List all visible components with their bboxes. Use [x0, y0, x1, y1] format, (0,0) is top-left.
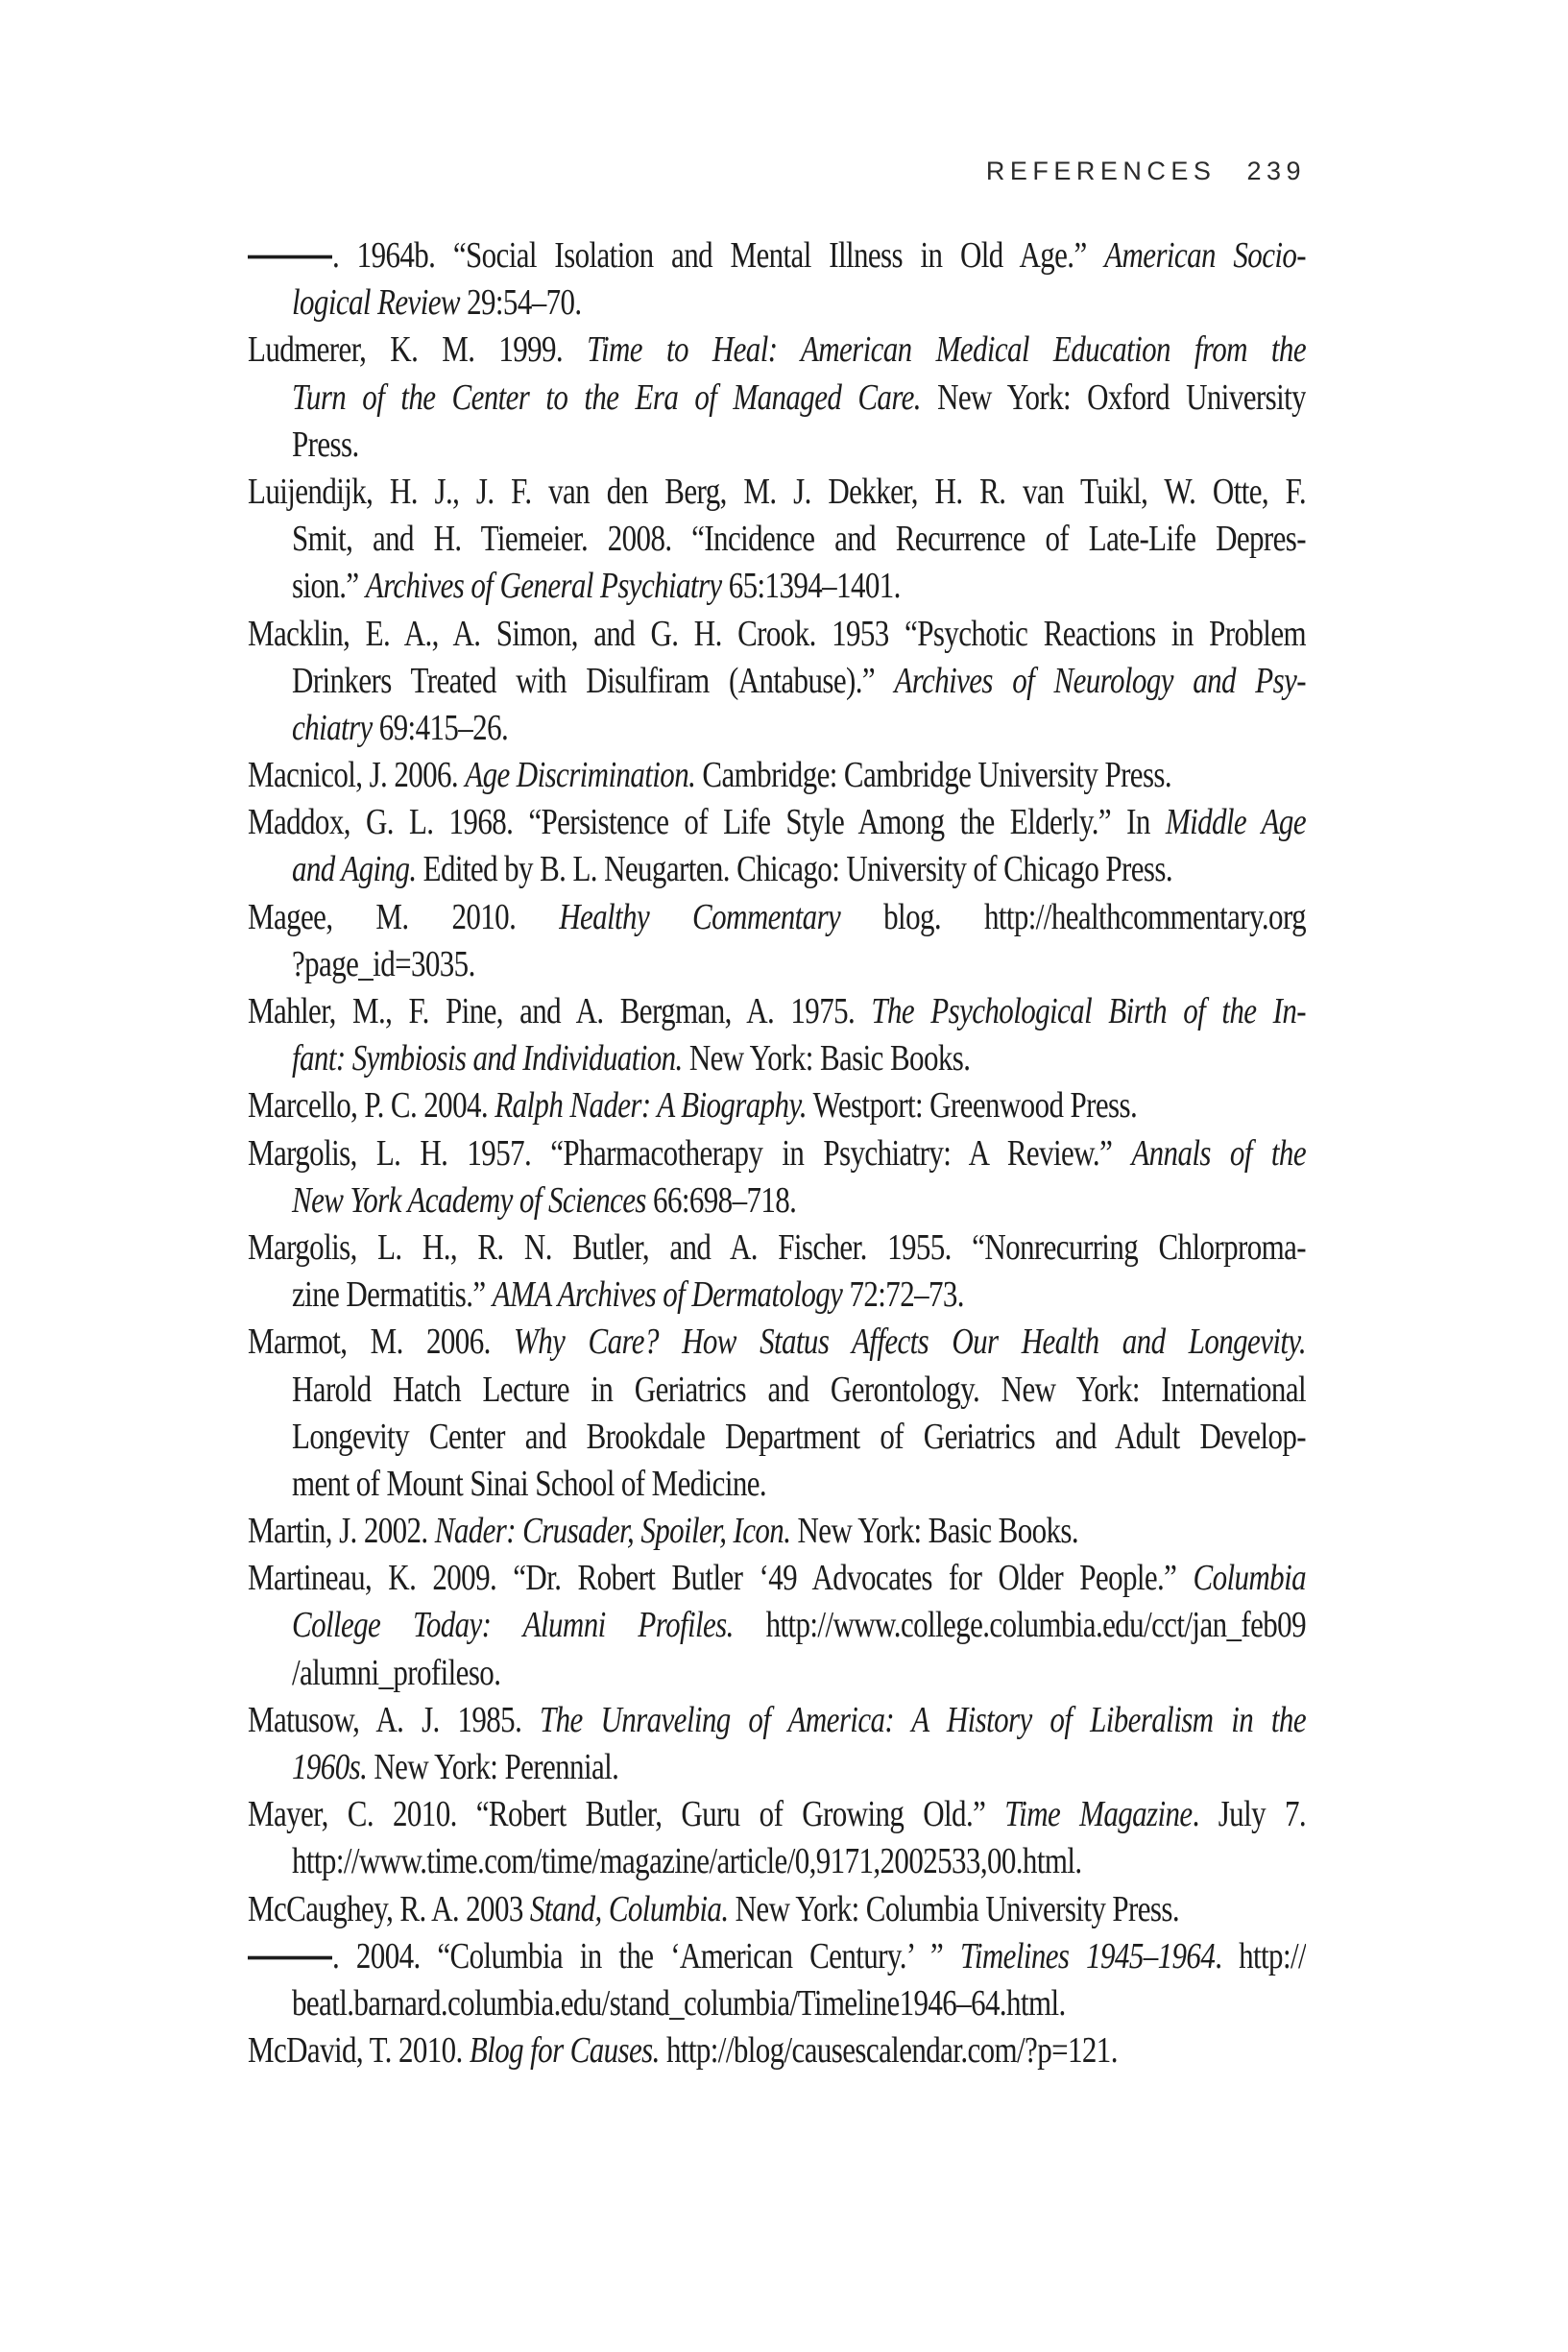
reference-text: New York: Basic Books. [682, 1036, 971, 1079]
reference-text: Marmot, M. 2006. [248, 1321, 514, 1362]
reference-text-italic: Time Magazine [1004, 1792, 1193, 1834]
author-repeat-dash [248, 1955, 332, 1959]
reference-text: 65:1394–1401. [721, 565, 901, 606]
reference-text-italic: Archives of Neurology and Psy- [894, 659, 1306, 701]
reference-text-italic: Timelines 1945–1964 [959, 1934, 1216, 1976]
reference-text: Macnicol, J. 2006. [248, 753, 466, 795]
reference-text-italic: Columbia [1193, 1556, 1306, 1598]
reference-text: New York: Columbia University Press. [728, 1887, 1179, 1929]
reference-text: Press. [292, 423, 359, 465]
reference-text: Macklin, E. A., A. Simon, and G. H. Crook. 1953 “Psychotic Reactions in Problem [248, 612, 1306, 653]
reference-text: Martineau, K. 2009. “Dr. Robert Butler ‘49 Advocates for Older People.” [248, 1556, 1194, 1598]
reference-text: Magee, M. 2010. [248, 895, 560, 937]
reference-text: . 2004. “Columbia in the ‘American Century.’ ” [332, 1934, 960, 1976]
reference-text-italic: The Psychological Birth of the In- [871, 989, 1306, 1031]
reference-text: Margolis, L. H. 1957. “Pharmacotherapy in Psychiatry: A Review.” [248, 1131, 1132, 1174]
reference-text-italic: Why Care? How Status Affects Our Health and Longevity. [514, 1321, 1306, 1362]
reference-text: New York: Perennial. [367, 1745, 619, 1787]
reference-text: http://www.college.columbia.edu/cct/jan_feb09 [733, 1604, 1306, 1645]
reference-text-italic: Age Discrimination. [465, 753, 696, 795]
reference-text-italic: Blog for Causes. [469, 2028, 660, 2071]
reference-text: New York: Basic Books. [790, 1509, 1079, 1551]
reference-text: ?page_id=3035. [292, 942, 475, 984]
reference-text-italic: Time to Heal: American Medical Education from the [587, 328, 1306, 370]
page-number: 239 [1246, 157, 1306, 185]
reference-text: ment of Mount Sinai School of Medicine. [292, 1462, 767, 1504]
reference-text: http://www.time.com/time/magazine/article/0,9171,2002533,00.html. [292, 1840, 1082, 1881]
reference-text: . 1964b. “Social Isolation and Mental Illness in Old Age.” [332, 233, 1105, 276]
reference-text: Maddox, G. L. 1968. “Persistence of Life Style Among the Elderly.” In [248, 800, 1166, 842]
reference-text-italic: American Socio- [1104, 233, 1306, 276]
reference-text: McCaughey, R. A. 2003 [248, 1887, 530, 1929]
reference-text-italic: Ralph Nader: A Biography. [495, 1084, 808, 1126]
reference-text: Marcello, P. C. 2004. [248, 1084, 495, 1126]
reference-text: /alumni_profileso. [292, 1651, 501, 1693]
running-head [248, 157, 1306, 186]
reference-text-italic: Turn of the Center to the Era of Managed Care. [292, 376, 921, 418]
reference-text: Margolis, L. H., R. N. Butler, and A. Fischer. 1955. “Nonrecurring Chlorproma- [248, 1225, 1306, 1268]
reference-text: Ludmerer, K. M. 1999. [248, 328, 588, 370]
reference-text: 29:54–70. [459, 280, 582, 323]
reference-text: Westport: Greenwood Press. [807, 1084, 1138, 1126]
reference-text: Harold Hatch Lecture in Geriatrics and Gerontology. New York: International [292, 1368, 1306, 1409]
reference-text: sion.” [292, 565, 366, 606]
reference-text-italic: Nader: Crusader, Spoiler, Icon. [434, 1509, 791, 1551]
reference-text-italic: Archives of General Psychiatry [365, 565, 722, 606]
reference-text-italic: and Aging. [292, 848, 417, 889]
reference-text: Luijendijk, H. J., J. F. van den Berg, M. J. Dekker, H. R. van Tuikl, W. Otte, F. [248, 470, 1306, 512]
reference-text-italic: Healthy Commentary [559, 895, 841, 937]
reference-text: McDavid, T. 2010. [248, 2028, 470, 2071]
reference-text-italic: fant: Symbiosis and Individuation. [292, 1036, 683, 1079]
reference-text: . July 7. [1192, 1792, 1306, 1834]
reference-text-italic: AMA Archives of Dermatology [492, 1273, 843, 1315]
reference-text-italic: The Unraveling of America: A History of Liberalism in the [540, 1698, 1306, 1740]
reference-text-italic: 1960s. [292, 1745, 368, 1787]
reference-text-italic: chiatry [292, 706, 373, 748]
reference-text: 69:415–26. [372, 706, 509, 748]
reference-text: Mahler, M., F. Pine, and A. Bergman, A. 1975. [248, 989, 872, 1031]
reference-text: Smit, and H. Tiemeier. 2008. “Incidence and Recurrence of Late-Life Depres- [292, 517, 1306, 559]
reference-text: 72:72–73. [842, 1273, 964, 1315]
reference-text: Longevity Center and Brookdale Department of Geriatrics and Adult Develop- [292, 1415, 1306, 1457]
reference-text: Martin, J. 2002. [248, 1509, 435, 1551]
reference-text-italic: Stand, Columbia. [529, 1887, 729, 1929]
reference-text-italic: College Today: Alumni Profiles. [292, 1604, 734, 1645]
reference-text: Drinkers Treated with Disulfiram (Antabuse).” [292, 659, 895, 701]
reference-text: Matusow, A. J. 1985. [248, 1698, 540, 1740]
reference-text: zine Dermatitis.” [292, 1273, 493, 1315]
reference-text-italic: logical Review [292, 280, 460, 323]
reference-text-italic: Middle Age [1165, 800, 1306, 842]
reference-text: 66:698–718. [645, 1178, 797, 1221]
reference-text: Cambridge: Cambridge University Press. [695, 753, 1172, 795]
reference-text: beatl.barnard.columbia.edu/stand_columbia/Timeline1946–64.html. [292, 1981, 1066, 2024]
references-list [248, 233, 1306, 2075]
reference-line [248, 2021, 1306, 2078]
reference-text: blog. http://healthcommentary.org [840, 895, 1306, 937]
references-header-title: REFERENCES [985, 157, 1217, 185]
reference-text: Edited by B. L. Neugarten. Chicago: University of Chicago Press. [416, 848, 1173, 889]
reference-text: New York: Oxford University [920, 376, 1306, 418]
reference-text: . http:// [1215, 1934, 1306, 1976]
reference-text-italic: Annals of the [1131, 1131, 1306, 1174]
reference-text: http://blog/causescalendar.com/?p=121. [659, 2028, 1118, 2071]
author-repeat-dash [248, 255, 332, 259]
reference-text: Mayer, C. 2010. “Robert Butler, Guru of Growing Old.” [248, 1792, 1005, 1834]
reference-text-italic: New York Academy of Sciences [292, 1178, 646, 1221]
